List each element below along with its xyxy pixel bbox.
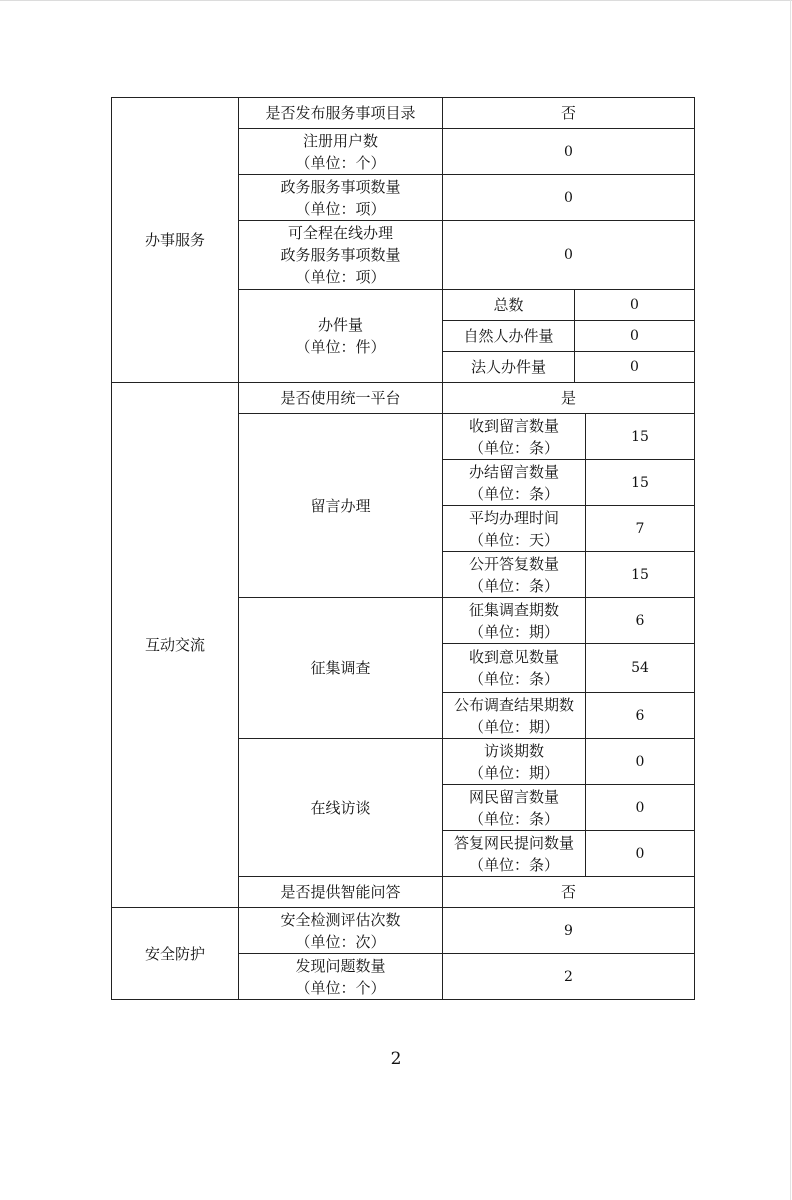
sub-label-netizen-replies: 答复网民提问数量 （单位：条） (443, 831, 586, 877)
row-value-security-checks: 9 (443, 908, 695, 954)
sub-label-survey-periods: 征集调查期数 （单位：期） (443, 598, 586, 644)
row-label-online-items: 可全程在线办理 政务服务事项数量 （单位：项） (239, 221, 443, 290)
row-label-smart-qa: 是否提供智能问答 (239, 877, 443, 908)
sub-label-total: 总数 (443, 290, 575, 321)
statistics-table (111, 97, 695, 1000)
sub-value-interview-periods: 0 (586, 739, 695, 785)
row-label-registered-users: 注册用户数 （单位：个） (239, 129, 443, 175)
table-row (112, 908, 695, 954)
sub-value-survey-results: 6 (586, 693, 695, 739)
page-number: 2 (390, 1049, 402, 1069)
sub-value-opinions: 54 (586, 644, 695, 693)
section-office-services: 办事服务 (112, 98, 239, 383)
sub-label-received-messages: 收到留言数量 （单位：条） (443, 414, 586, 460)
row-label-case-volume: 办件量 （单位：件） (239, 290, 443, 383)
row-value-unified-platform: 是 (443, 383, 695, 414)
group-label-interviews: 在线访谈 (239, 739, 443, 877)
row-value-smart-qa: 否 (443, 877, 695, 908)
row-value-service-items: 0 (443, 175, 695, 221)
sub-value-netizen-replies: 0 (586, 831, 695, 877)
group-label-messages: 留言办理 (239, 414, 443, 598)
row-label-security-checks: 安全检测评估次数 （单位：次） (239, 908, 443, 954)
sub-label-public-replies: 公开答复数量 （单位：条） (443, 552, 586, 598)
table-row (112, 383, 695, 414)
section-security: 安全防护 (112, 908, 239, 1000)
sub-value-average-time: 7 (586, 506, 695, 552)
row-label-unified-platform: 是否使用统一平台 (239, 383, 443, 414)
row-value-issues-found: 2 (443, 954, 695, 1000)
section-interaction: 互动交流 (112, 383, 239, 908)
page-top-edge (0, 0, 792, 1)
sub-label-legal-person: 法人办件量 (443, 352, 575, 383)
sub-value-handled-messages: 15 (586, 460, 695, 506)
sub-label-handled-messages: 办结留言数量 （单位：条） (443, 460, 586, 506)
sub-value-survey-periods: 6 (586, 598, 695, 644)
sub-label-interview-periods: 访谈期数 （单位：期） (443, 739, 586, 785)
row-label-service-items: 政务服务事项数量 （单位：项） (239, 175, 443, 221)
sub-label-netizen-messages: 网民留言数量 （单位：条） (443, 785, 586, 831)
row-value-registered-users: 0 (443, 129, 695, 175)
table-row (112, 98, 695, 129)
row-value-online-items: 0 (443, 221, 695, 290)
sub-value-received-messages: 15 (586, 414, 695, 460)
sub-value-netizen-messages: 0 (586, 785, 695, 831)
sub-label-survey-results: 公布调查结果期数 （单位：期） (443, 693, 586, 739)
row-label-publish-catalog: 是否发布服务事项目录 (239, 98, 443, 129)
sub-label-opinions: 收到意见数量 （单位：条） (443, 644, 586, 693)
sub-value-natural-person: 0 (575, 321, 695, 352)
sub-value-total: 0 (575, 290, 695, 321)
row-label-issues-found: 发现问题数量 （单位：个） (239, 954, 443, 1000)
sub-value-public-replies: 15 (586, 552, 695, 598)
row-value-publish-catalog: 否 (443, 98, 695, 129)
page-right-edge (790, 0, 791, 1200)
sub-label-average-time: 平均办理时间 （单位：天） (443, 506, 586, 552)
sub-label-natural-person: 自然人办件量 (443, 321, 575, 352)
group-label-surveys: 征集调查 (239, 598, 443, 739)
sub-value-legal-person: 0 (575, 352, 695, 383)
